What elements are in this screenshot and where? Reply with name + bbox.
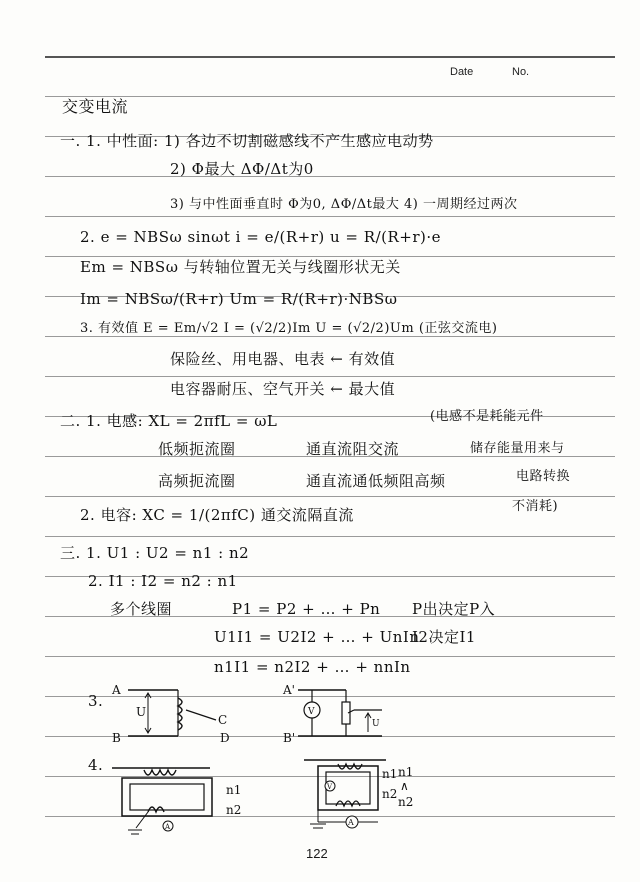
ruled-line <box>45 256 615 257</box>
fig4r-voltmeter-label: V <box>327 783 333 791</box>
ruled-line <box>45 96 615 97</box>
rheostat-diagram <box>282 680 412 750</box>
fig4r-label-n2-b: n2 <box>398 795 414 809</box>
note-line: 三. 1. U1 : U2 = n1 : n2 <box>60 544 250 562</box>
header-rule <box>45 56 615 58</box>
note-line: (电感不是耗能元件 <box>430 409 544 424</box>
fig4r-label-n1: n1 <box>382 767 398 781</box>
no-label: No. <box>512 66 530 78</box>
ruled-line <box>45 176 615 177</box>
transformer-ammeter-diagram <box>110 750 270 840</box>
note-line: 通直流通低频阻高频 <box>306 472 446 490</box>
note-line: I2决定I1 <box>412 628 476 646</box>
fig3-label-u: U <box>136 705 147 719</box>
note-line: 3) 与中性面垂直时 Φ为0, ΔΦ/Δt最大 4) 一周期经过两次 <box>170 197 518 212</box>
note-line: 多个线圈 <box>110 600 173 618</box>
ruled-line <box>45 496 615 497</box>
fig3-label-d: D <box>220 731 230 745</box>
note-line: 2. 电容: XC = 1/(2πfC) 通交流隔直流 <box>80 506 354 524</box>
ruled-line <box>45 656 615 657</box>
fig4r-label-n1-b: n1 <box>398 765 414 779</box>
note-line: 2) Φ最大 ΔΦ/Δt为0 <box>170 160 314 178</box>
fig3r-label-b: B' <box>283 731 296 745</box>
note-line: 2. e = NBSω sinωt i = e/(R+r) u = R/(R+r)·e <box>80 228 441 246</box>
page-number: 122 <box>306 846 328 861</box>
note-line: 不消耗) <box>512 499 559 514</box>
ruled-line <box>45 376 615 377</box>
note-line: 3. <box>88 692 104 710</box>
note-line: 电路转换 <box>516 469 571 484</box>
date-label: Date <box>450 66 474 78</box>
ruled-line <box>45 216 615 217</box>
fig4-label-n1: n1 <box>226 783 242 797</box>
fig4r-ammeter-label: A <box>348 818 354 827</box>
note-line: 一. 1. 中性面: 1) 各边不切割磁感线不产生感应电动势 <box>60 132 434 150</box>
note-line: U1I1 = U2I2 + … + UnIn <box>214 628 420 646</box>
fig3r-label-a: A' <box>283 683 295 697</box>
note-line: 储存能量用来与 <box>470 441 565 456</box>
page-title: 交变电流 <box>62 97 129 116</box>
note-line: P1 = P2 + … + Pn <box>232 600 381 618</box>
fig3-label-a: A <box>112 683 121 697</box>
note-line: 保险丝、用电器、电表 ← 有效值 <box>170 350 396 368</box>
note-line: 4. <box>88 756 104 774</box>
autotransformer-diagram <box>108 680 238 750</box>
fig3r-label-u: U <box>372 719 380 729</box>
fig3-label-b: B <box>112 731 121 745</box>
note-line: Em = NBSω 与转轴位置无关与线圈形状无关 <box>80 258 401 276</box>
note-line: 高频扼流圈 <box>158 472 236 490</box>
voltmeter-label: V <box>308 707 315 717</box>
fig4r-label-n2: n2 <box>382 787 398 801</box>
ammeter-label: A <box>165 823 171 831</box>
note-line: 低频扼流圈 <box>158 440 236 458</box>
note-line: 二. 1. 电感: XL = 2πfL = ωL <box>60 412 278 430</box>
ruled-line <box>45 536 615 537</box>
note-line: 电容器耐压、空气开关 ← 最大值 <box>170 380 396 398</box>
fig4-label-n2: n2 <box>226 803 242 817</box>
note-line: 通直流阻交流 <box>306 440 400 458</box>
note-line: n1I1 = n2I2 + … + nnIn <box>214 658 411 676</box>
fig4r-label-gt: ∧ <box>400 779 409 793</box>
note-line: 3. 有效值 E = Em/√2 I = (√2/2)Im U = (√2/2)Um (正弦交流电) <box>80 321 498 336</box>
note-line: P出决定P入 <box>412 600 496 618</box>
note-line: Im = NBSω/(R+r) Um = R/(R+r)·NBSω <box>80 290 398 308</box>
fig3-label-c: C <box>218 713 228 727</box>
note-line: 2. I1 : I2 = n2 : n1 <box>88 572 238 590</box>
transformer-meters-diagram <box>300 750 430 840</box>
